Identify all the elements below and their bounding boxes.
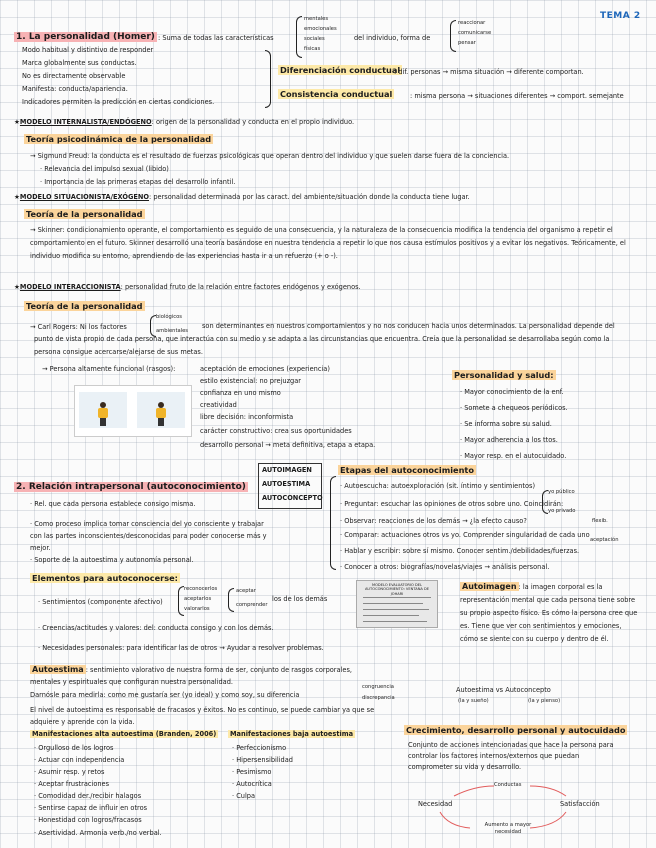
t2-title-text: Teoría de la personalidad — [26, 209, 143, 219]
manif-baja-text: Manifestaciones baja autoestima — [230, 730, 354, 738]
bullet-1: Modo habitual y distintivo de responder — [22, 46, 154, 54]
sent-opt-3: valorarlos — [184, 606, 210, 612]
etapa-5: · Hablar y escribir: sobre sí mismo. Conocer sentim./debilidades/fuerzas. — [340, 547, 580, 555]
cons-text: : misma persona → situaciones diferentes → comport. semejante — [410, 92, 624, 100]
ae-sub-2: (la y pienso) — [528, 698, 561, 704]
johari-title: MODELO EVALUATORIO DEL AUTOCONOCIMIENTO: VENTANA DE JOHARI — [364, 583, 430, 596]
ps-item-1: · Mayor conocimiento de la enf. — [460, 388, 564, 396]
etapa-3: · Observar: reacciones de los demás → ¿la efecto causo? — [340, 517, 527, 525]
comp-flexib: flexib. — [592, 518, 608, 524]
autoestima-text: : sentimiento valorativo de nuestra forma de ser, conjunto de rasgos corporales, mentales y espirituales que configuran nuestra personalidad. — [30, 666, 352, 686]
autoestima-label: Autoestima — [32, 665, 84, 674]
t1-line1: → Sigmund Freud: la conducta es el resultado de fuerzas psicológicas que operan dentro del individuo y que suelen darse fuera de la conciencia. — [30, 152, 510, 160]
m3-label: MODELO INTERACCIONISTA — [19, 283, 121, 291]
cycle-satisfaccion: Satisfacción — [560, 800, 600, 808]
alta-8: · Asertividad. Armonía verb./no verbal. — [34, 829, 162, 837]
model-interaccionista: ★MODELO INTERACCIONISTA: personalidad fruto de la relación entre factores endógenos y exógenos. — [14, 283, 361, 291]
personality-intro: : Suma de todas las características — [158, 34, 274, 42]
section-1-title-text: 1. La personalidad (Homer) — [16, 32, 155, 42]
bullet-5: Indicadores permiten la predicción en ciertas condiciones. — [22, 98, 215, 106]
alta-7: · Honestidad con logros/fracasos — [34, 816, 142, 824]
crec-title-text: Crecimiento, desarrollo personal y autocuidado — [406, 725, 626, 735]
box-autoconcepto: AUTOCONCEPTO — [262, 494, 323, 502]
sent-mid-1: aceptar — [236, 588, 256, 594]
fp-trait-4: creatividad — [200, 401, 237, 409]
arrow-necesidad-conductas — [454, 786, 494, 796]
cons-label: Consistencia conductual — [280, 89, 393, 99]
baja-2: · Hipersensibilidad — [232, 756, 293, 764]
ps-item-2: · Somete a chequeos periódicos. — [460, 404, 568, 412]
elem-title-text: Elementos para autoconocerse: — [32, 573, 178, 583]
bullet-2: Marca globalmente sus conductas. — [22, 59, 137, 67]
fp-trait-2: estilo existencial: no prejuzgar — [200, 377, 301, 385]
conv-congruencia: congruencia — [362, 684, 394, 690]
t3-rest: son determinantes en nuestros comportamientos y no nos conducen hacia unos determinados. La personalidad depende del punto de vista propio de cada persona, que interactúa con su medio y se adapta a las circunstancias que encuentra. Creía que la personalidad se desarrollaba según como la persona consigue acercarse/alejarse de sus metas. — [34, 322, 615, 356]
topic-tag: TEMA 2 — [600, 11, 641, 21]
m3-text: : personalidad fruto de la relación entre factores endógenos y exógenos. — [120, 283, 361, 291]
t3-title-text: Teoría de la personalidad — [26, 301, 143, 311]
etapa-2: · Preguntar: escuchar las opiniones de otros sobre uno. Coincidirán: — [340, 500, 564, 508]
box-autoimagen: AUTOIMAGEN — [262, 466, 312, 474]
baja-5: · Culpa — [232, 792, 256, 800]
model-internalista: ★MODELO INTERNALISTA/ENDÓGENO: origen de la personalidad y conducta en el propio individuo. — [14, 118, 355, 126]
of-individual: del individuo, forma de — [354, 34, 431, 42]
ae-vs: Autoestima vs Autoconcepto — [456, 686, 551, 694]
baja-3: · Pesimismo — [232, 768, 272, 776]
factor-bio: biológicos — [156, 314, 182, 320]
creencias: · Creencias/actitudes y valores: del: conducta consigo y con los demás. — [38, 624, 274, 632]
arrow-conductas-satisfaccion — [530, 786, 566, 796]
etapa-6: · Conocer a otros: biografías/novelas/viajes → análisis personal. — [340, 563, 550, 571]
ps-title-text: Personalidad y salud: — [454, 370, 554, 380]
ps-item-3: · Se informa sobre su salud. — [460, 420, 552, 428]
conv-discrepancia: discrepancia — [362, 695, 395, 701]
etapa-1: · Autoescucha: autoexploración (sit. íntimo y sentimientos) — [340, 482, 536, 490]
ps-item-4: · Mayor adherencia a los ttos. — [460, 436, 558, 444]
arrow-aumento-necesidad — [440, 812, 470, 828]
forma-comunicarse: comunicarse — [458, 30, 492, 36]
sent-label: · Sentimientos (componente afectivo) — [38, 598, 163, 606]
cycle-conductas: Conductas — [494, 782, 522, 788]
darnosle: Darnósle para medirla: como me gustaría ser (yo ideal) y como soy, su diferencia — [30, 691, 300, 699]
crec-text: Conjunto de acciones intencionadas que hace la persona para controlar los factores internos/externos que puedan comprometer su vida y desarrollo. — [408, 741, 614, 771]
sent-opt-1: reconocerlos — [184, 586, 218, 592]
fp-trait-3: confianza en uno mismo — [200, 389, 281, 397]
t3-rogers: → Carl Rogers: Ni los factores — [30, 323, 127, 331]
necesidades: · Necesidades personales: para identificar las de otros → Ayudar a resolver problemas. — [38, 644, 324, 652]
s2-b3: · Soporte de la autoestima y autonomía personal. — [30, 556, 194, 564]
alta-2: · Actuar con independencia — [34, 756, 125, 764]
ps-item-5: · Mayor resp. en el autocuidado. — [460, 452, 567, 460]
nivel: El nivel de autoestima es responsable de fracasos y éxitos. No es continuo, se puede cambiar ya que se adquiere y aprende con la vida. — [30, 706, 375, 726]
char-fisicas: físicas — [304, 46, 321, 52]
diff-label: Diferenciación conductual — [280, 65, 401, 75]
section-2-title-text: 2. Relación intrapersonal (autoconocimiento) — [16, 482, 246, 492]
alta-3: · Asumir resp. y retos — [34, 768, 105, 776]
char-sociales: sociales — [304, 36, 325, 42]
factor-amb: ambientales — [156, 328, 188, 334]
fp-trait-1: aceptación de emociones (experiencia) — [200, 365, 330, 373]
m1-label: MODELO INTERNALISTA/ENDÓGENO — [19, 118, 152, 126]
baja-4: · Autocrítica — [232, 780, 272, 788]
box-autoestima: AUTOESTIMA — [262, 480, 311, 488]
etapas-title-text: Etapas del autoconocimiento — [340, 465, 474, 475]
fp-trait-7: desarrollo personal → meta definitiva, etapa a etapa. — [200, 441, 376, 449]
sent-end: los de los demás — [272, 595, 328, 603]
s2-b1: · Rel. que cada persona establece consigo misma. — [30, 500, 196, 508]
alta-6: · Sentirse capaz de influir en otros — [34, 804, 148, 812]
t2-text: → Skinner: condicionamiento operante, el comportamiento es seguido de una consecuencia, y la naturaleza de la consecuencia modifica la tendencia del organismo a repetir el comportamiento en el futuro. Skinner desarrolló una teoría basándose en nuestra tendencia a repetir lo que nos causa estímulos positivos y a evitar los negativos. Teóricamente, el individuo modifica su entorno, aprendiendo de las experiencias hasta ir a un refuerzo (+ o -). — [30, 226, 626, 260]
char-mentales: mentales — [304, 16, 329, 22]
m2-text: : personalidad determinada por las caract. del ambiente/situación donde la conducta tiene lugar. — [149, 193, 470, 201]
cycle-necesidad: Necesidad — [418, 800, 453, 808]
sent-opt-2: aceptarlos — [184, 596, 212, 602]
alta-5: · Comodidad der./recibir halagos — [34, 792, 142, 800]
bullet-3: No es directamente observable — [22, 72, 126, 80]
fp-label: → Persona altamente funcional (rasgos): — [42, 365, 176, 373]
forma-reaccionar: reaccionar — [458, 20, 486, 26]
model-situacionista: ★MODELO SITUACIONISTA/EXÓGENO: personalidad determinada por las caract. del ambiente/situación donde la conducta tiene lugar. — [14, 193, 470, 201]
coinc-privado: yo privado — [548, 508, 576, 514]
manif-alta-text: Manifestaciones alta autoestima (Branden, 2006) — [32, 730, 217, 738]
m1-text: : origen de la personalidad y conducta en el propio individuo. — [151, 118, 355, 126]
char-emocionales: emocionales — [304, 26, 337, 32]
bullet-4: Manifesta: conducta/apariencia. — [22, 85, 128, 93]
fp-trait-5: libre decisión: inconformista — [200, 413, 294, 421]
coinc-publico: yo público — [548, 489, 575, 495]
t1-line2: · Relevancia del impulso sexual (libido) — [40, 165, 169, 173]
m2-label: MODELO SITUACIONISTA/EXÓGENO — [19, 193, 150, 201]
baja-1: · Perfeccionismo — [232, 744, 287, 752]
autoimagen-text: : la imagen corporal es la representación mental que cada persona tiene sobre su propio aspecto físico. Es cómo la persona cree que es. Tiene que ver con sentimientos y emociones, cómo se siente con su cuerpo y dentro de él. — [460, 583, 638, 643]
autoimagen-label: Autoimagen — [462, 582, 517, 591]
forma-pensar: pensar — [458, 40, 476, 46]
alta-1: · Orgulloso de los logros — [34, 744, 114, 752]
comp-aceptacion: aceptación — [590, 537, 619, 543]
s2-b2: · Como proceso implica tomar consciencia del yo consciente y trabajar con las partes inconscientes/desconocidas para poder conocerse más y mejor. — [30, 520, 267, 552]
alta-4: · Aceptar frustraciones — [34, 780, 110, 788]
t1-line3: · Importancia de las primeras etapas del desarrollo infantil. — [40, 178, 236, 186]
t1-title-text: Teoría psicodinámica de la personalidad — [26, 134, 212, 144]
ae-sub-1: (la y sueño) — [458, 698, 489, 704]
etapa-4: · Comparar: actuaciones otros vs yo. Comprender singularidad de cada uno — [340, 531, 590, 539]
fp-trait-6: carácter constructivo: crea sus oportunidades — [200, 427, 352, 435]
sent-mid-2: comprender — [236, 602, 268, 608]
diff-text: : dif. personas → misma situación → diferente comportan. — [394, 68, 584, 76]
cycle-aumento: Aumento a mayor necesidad — [484, 822, 532, 835]
